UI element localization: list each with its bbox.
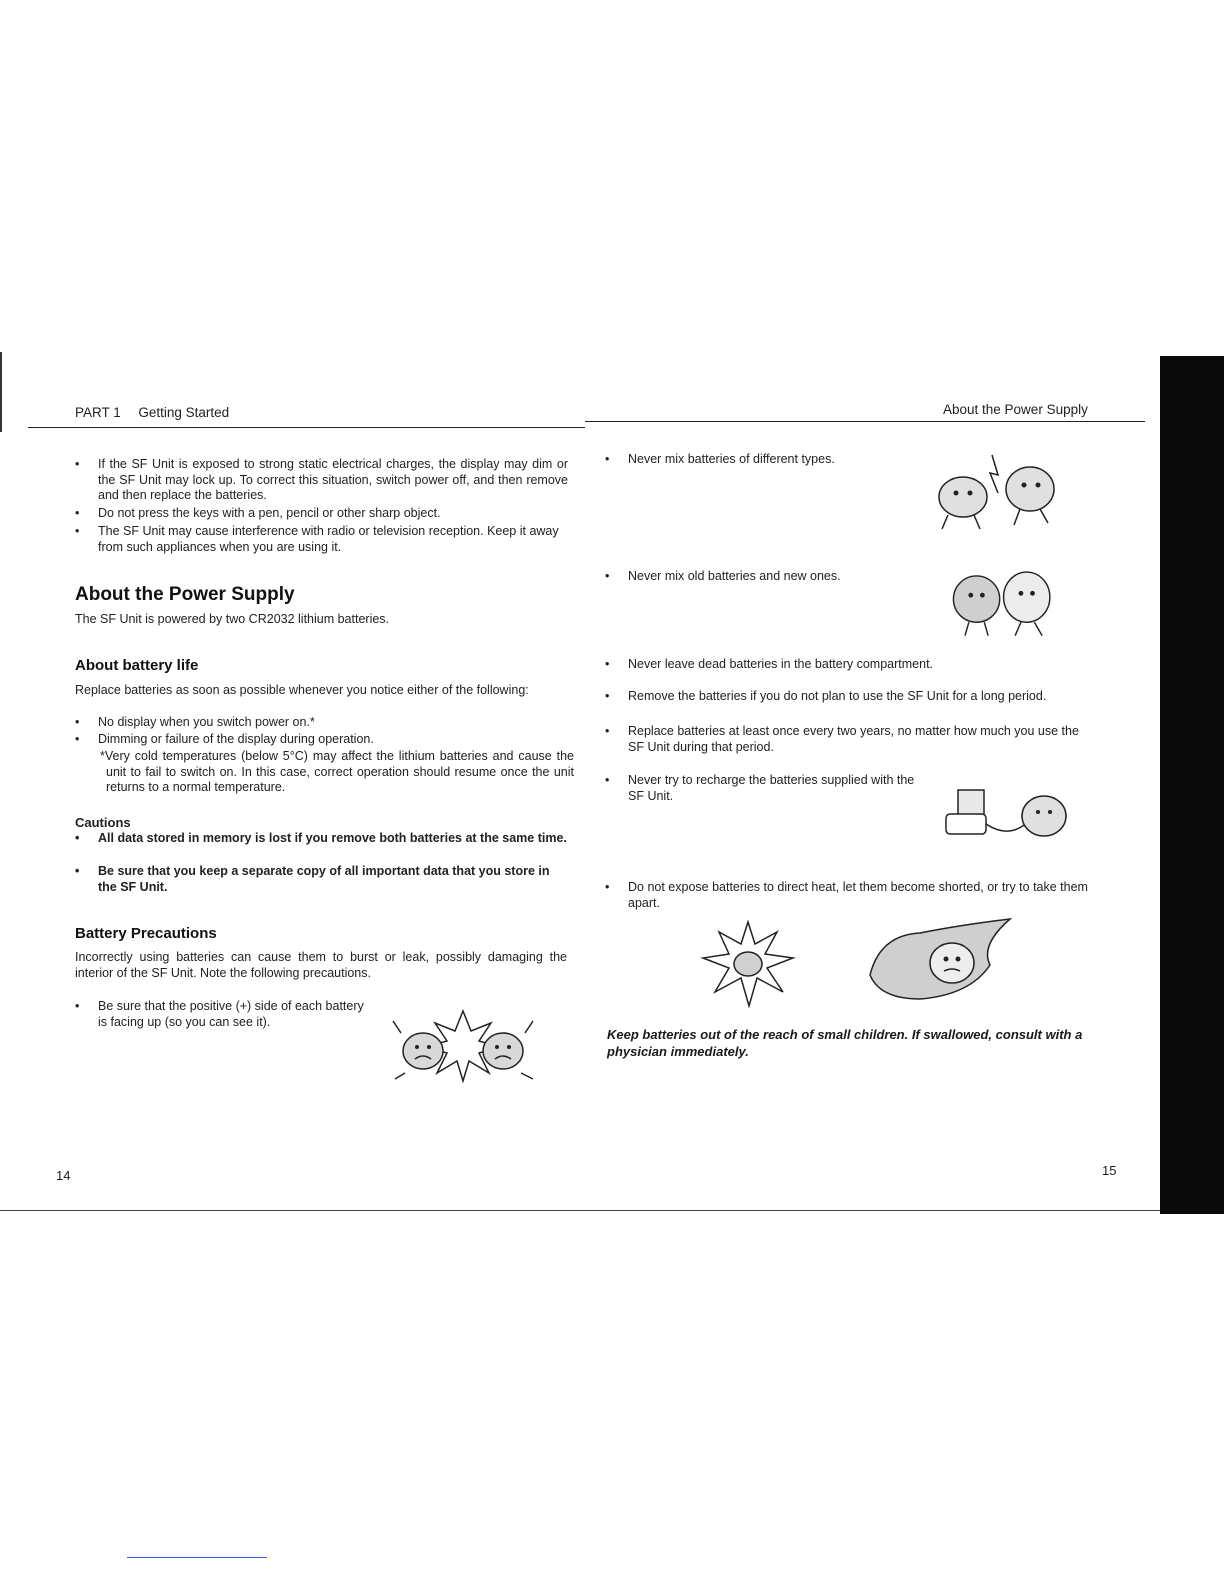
children-warning: Keep batteries out of the reach of small children. If swallowed, consult with a physician immediately. bbox=[607, 1027, 1083, 1059]
intro-bullet-1: • If the SF Unit is exposed to strong static electrical charges, the display may dim or the SF Unit may lock up. To correct this situation, switch power off, and then remove and then replace the batteries. bbox=[98, 457, 568, 504]
page-header-right: About the Power Supply bbox=[943, 402, 1088, 417]
page-header-left bbox=[75, 405, 229, 420]
footer-link-underline bbox=[127, 1557, 267, 1558]
batteries-bursting-icon bbox=[383, 1003, 543, 1083]
intro-bullet-2: • Do not press the keys with a pen, pencil or other sharp object. bbox=[98, 506, 568, 522]
battery-charger-icon bbox=[940, 780, 1080, 850]
precaution-bullet-1: • Be sure that the positive (+) side of each battery is facing up (so you can see it). bbox=[98, 999, 368, 1030]
battery-precautions-text: Incorrectly using batteries can cause them to burst or leak, possibly damaging the interior of the SF Unit. Note the following precautions. bbox=[75, 950, 567, 980]
header-rule-right bbox=[585, 421, 1145, 422]
right-bullet-7: • Do not expose batteries to direct heat, let them become shorted, or try to take them apart. bbox=[628, 880, 1098, 911]
battery-life-note: *Very cold temperatures (below 5°C) may affect the lithium batteries and cause the unit to fail to switch on. In this case, correct operation should resume once the unit returns to a normal temperature. bbox=[100, 749, 574, 794]
battery-exploding-icon bbox=[693, 918, 803, 1008]
caution-bullet-2: • Be sure that you keep a separate copy of all important data that you store in the SF Unit. bbox=[98, 864, 568, 895]
part-label: PART 1 bbox=[75, 405, 121, 420]
power-supply-heading: About the Power Supply bbox=[75, 584, 295, 605]
scan-edge-shadow bbox=[1160, 356, 1224, 1214]
cautions-heading: Cautions bbox=[75, 815, 131, 830]
right-bullet-3: • Never leave dead batteries in the battery compartment. bbox=[628, 657, 1098, 673]
battery-life-bullet-1: • No display when you switch power on.* bbox=[98, 715, 568, 731]
right-bullet-4: • Remove the batteries if you do not plan to use the SF Unit for a long period. bbox=[628, 689, 1098, 705]
battery-flames-icon bbox=[860, 915, 1020, 1005]
header-rule-left bbox=[28, 427, 585, 428]
battery-precautions-heading: Battery Precautions bbox=[75, 925, 217, 942]
chapter-title: Getting Started bbox=[138, 405, 230, 420]
page-number-left: 14 bbox=[56, 1168, 71, 1183]
power-supply-text: The SF Unit is powered by two CR2032 lithium batteries. bbox=[75, 612, 390, 626]
page-number-right: 15 bbox=[1102, 1163, 1117, 1178]
battery-characters-colliding-icon bbox=[928, 445, 1068, 535]
right-bullet-1: • Never mix batteries of different types. bbox=[628, 452, 918, 468]
intro-bullet-3: • The SF Unit may cause interference with radio or television reception. Keep it away from such appliances when you are using it. bbox=[98, 524, 568, 555]
battery-life-bullet-2: • Dimming or failure of the display during operation. bbox=[98, 732, 568, 748]
battery-life-heading: About battery life bbox=[75, 657, 199, 674]
left-scan-edge bbox=[0, 352, 2, 432]
battery-life-text: Replace batteries as soon as possible whenever you notice either of the following: bbox=[75, 683, 529, 697]
caution-bullet-1: • All data stored in memory is lost if you remove both batteries at the same time. bbox=[98, 831, 568, 847]
right-bullet-2: • Never mix old batteries and new ones. bbox=[628, 569, 918, 585]
bottom-scan-rule bbox=[0, 1210, 1160, 1211]
old-and-new-battery-characters-icon bbox=[938, 562, 1073, 640]
right-bullet-5: • Replace batteries at least once every two years, no matter how much you use the SF Unit during that period. bbox=[628, 724, 1098, 755]
right-bullet-6: • Never try to recharge the batteries supplied with the SF Unit. bbox=[628, 773, 918, 804]
